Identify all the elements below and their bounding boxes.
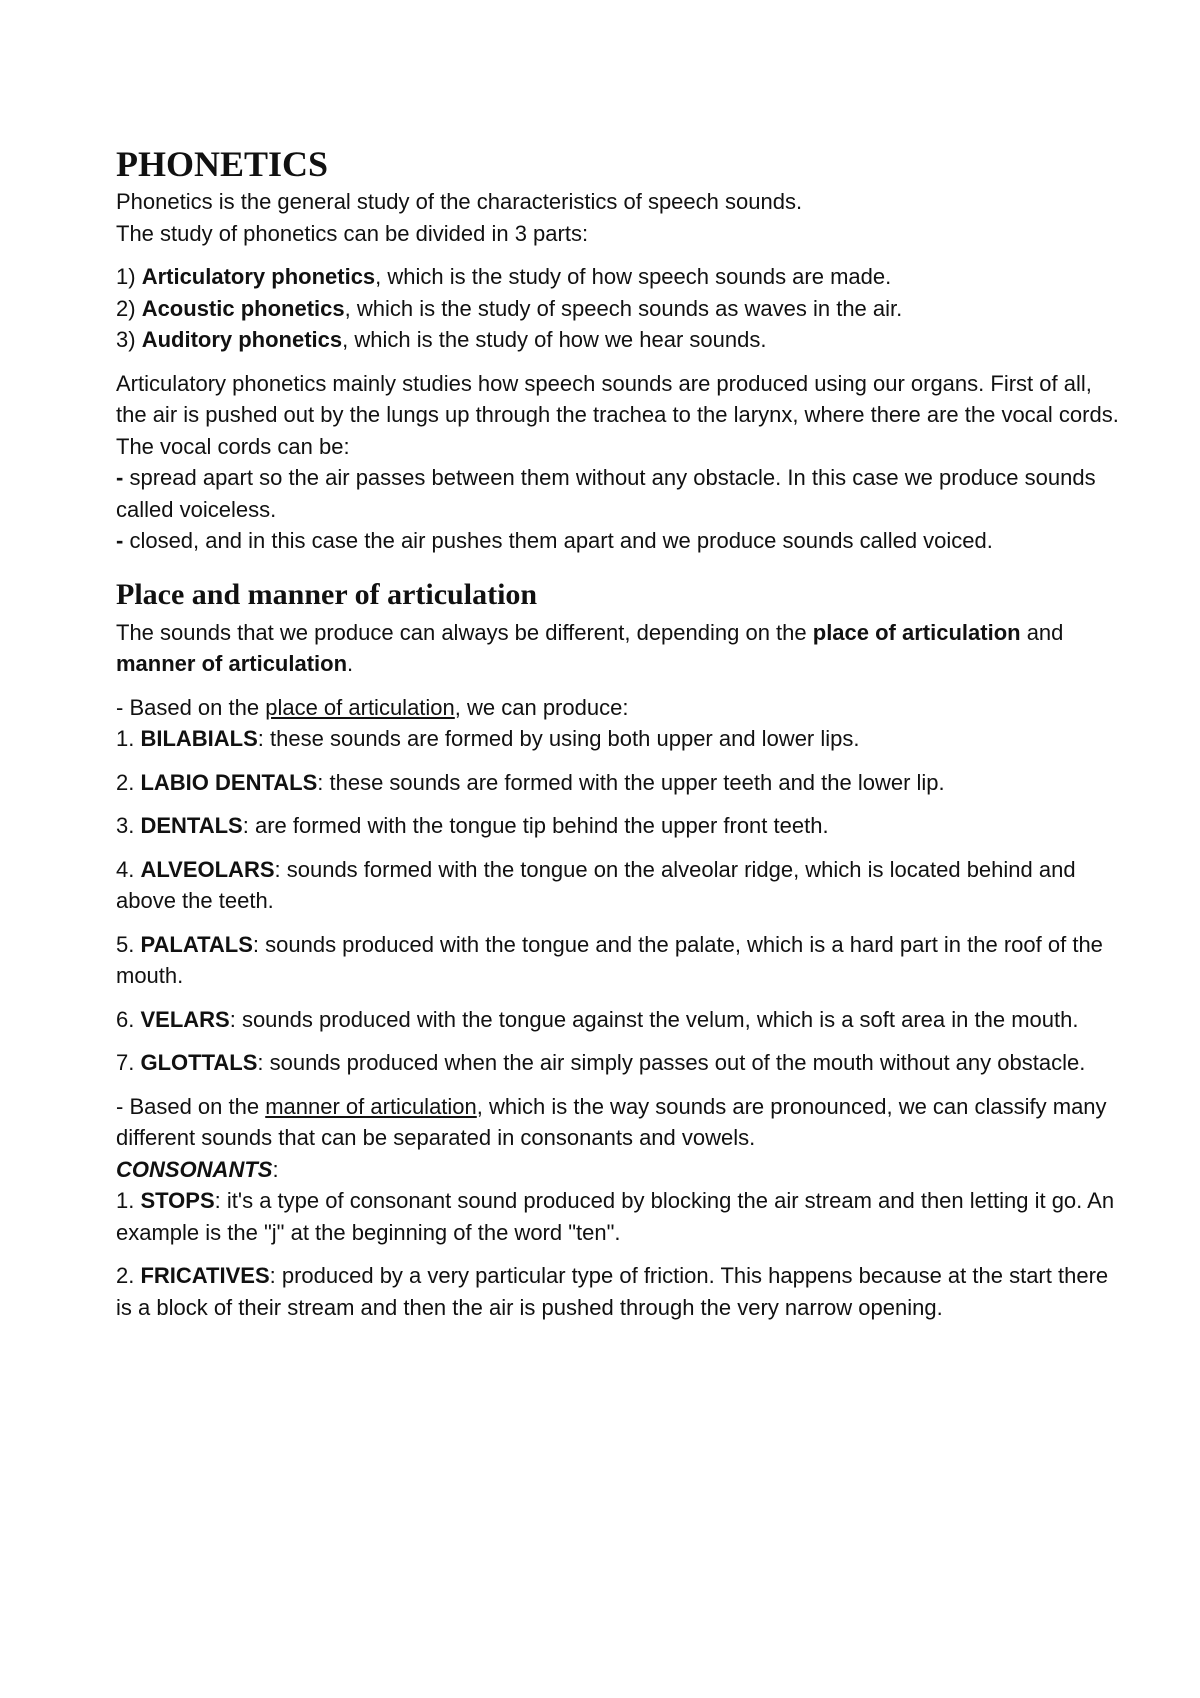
term: Articulatory phonetics [141,264,376,289]
list-item: 4. ALVEOLARS: sounds formed with the tongue on the alveolar ridge, which is located behind and above the teeth. [116,856,1076,913]
list-item: 1. BILABIALS: these sounds are formed by using both upper and lower lips. [116,726,860,751]
list-item: 2) Acoustic phonetics, which is the study of speech sounds as waves in the air. [116,295,903,321]
page-title: PHONETICS [116,144,329,184]
list-item: 1. STOPS: it's a type of consonant sound produced by blocking the air stream and then letting it go. An example is the "j" at the beginning of the word "ten". [116,1188,1115,1245]
articulatory-paragraph: Articulatory phonetics mainly studies how speech sounds are produced using our organs. First of all, the air is pushed out by the lungs up through the trachea to the larynx, where there are the vocal cords. The vocal cords can be: [116,370,1119,459]
list-item: 6. VELARS: sounds produced with the tongue against the velum, which is a soft area in the mouth. [116,1006,1079,1032]
intro-line-2: The study of phonetics can be divided in 3 parts: [116,220,589,246]
list-item: 3. DENTALS: are formed with the tongue tip behind the upper front teeth. [116,813,829,838]
phonetics-parts-list [116,261,1120,356]
manner-lead: - Based on the manner of articulation, which is the way sounds are pronounced, we can classify many different sounds that can be separated in consonants and vowels. [116,1093,1107,1150]
term: Auditory phonetics [141,327,343,352]
term: Acoustic phonetics [141,295,345,321]
bullet-spread: - spread apart so the air passes between them without any obstacle. In this case we produce sounds called voiceless. [116,465,1096,522]
consonants-label: CONSONANTS: [116,1156,279,1182]
list-item: 1) Articulatory phonetics, which is the study of how speech sounds are made. [116,264,892,289]
section-intro: The sounds that we produce can always be different, depending on the place of articulation and manner of articulation. [116,619,1064,676]
list-item: 2. FRICATIVES: produced by a very particular type of friction. This happens because at the start there is a block of their stream and then the air is pushed through the very narrow opening. [116,1263,1109,1320]
list-item: 2. LABIO DENTALS: these sounds are formed with the upper teeth and the lower lip. [116,769,945,795]
articulatory-section [116,368,1120,557]
place-lead: - Based on the place of articulation, we can produce: [116,694,629,720]
list-item: 3) Auditory phonetics, which is the study of how we hear sounds. [116,327,767,352]
list-item: 5. PALATALS: sounds produced with the tongue and the palate, which is a hard part in the roof of the mouth. [116,931,1103,988]
list-item: 7. GLOTTALS: sounds produced when the air simply passes out of the mouth without any obstacle. [116,1050,1086,1075]
intro-line-1: Phonetics is the general study of the characteristics of speech sounds. [116,189,803,214]
section-heading: Place and manner of articulation [116,577,538,611]
bullet-closed: - closed, and in this case the air pushes them apart and we produce sounds called voiced. [116,528,993,553]
